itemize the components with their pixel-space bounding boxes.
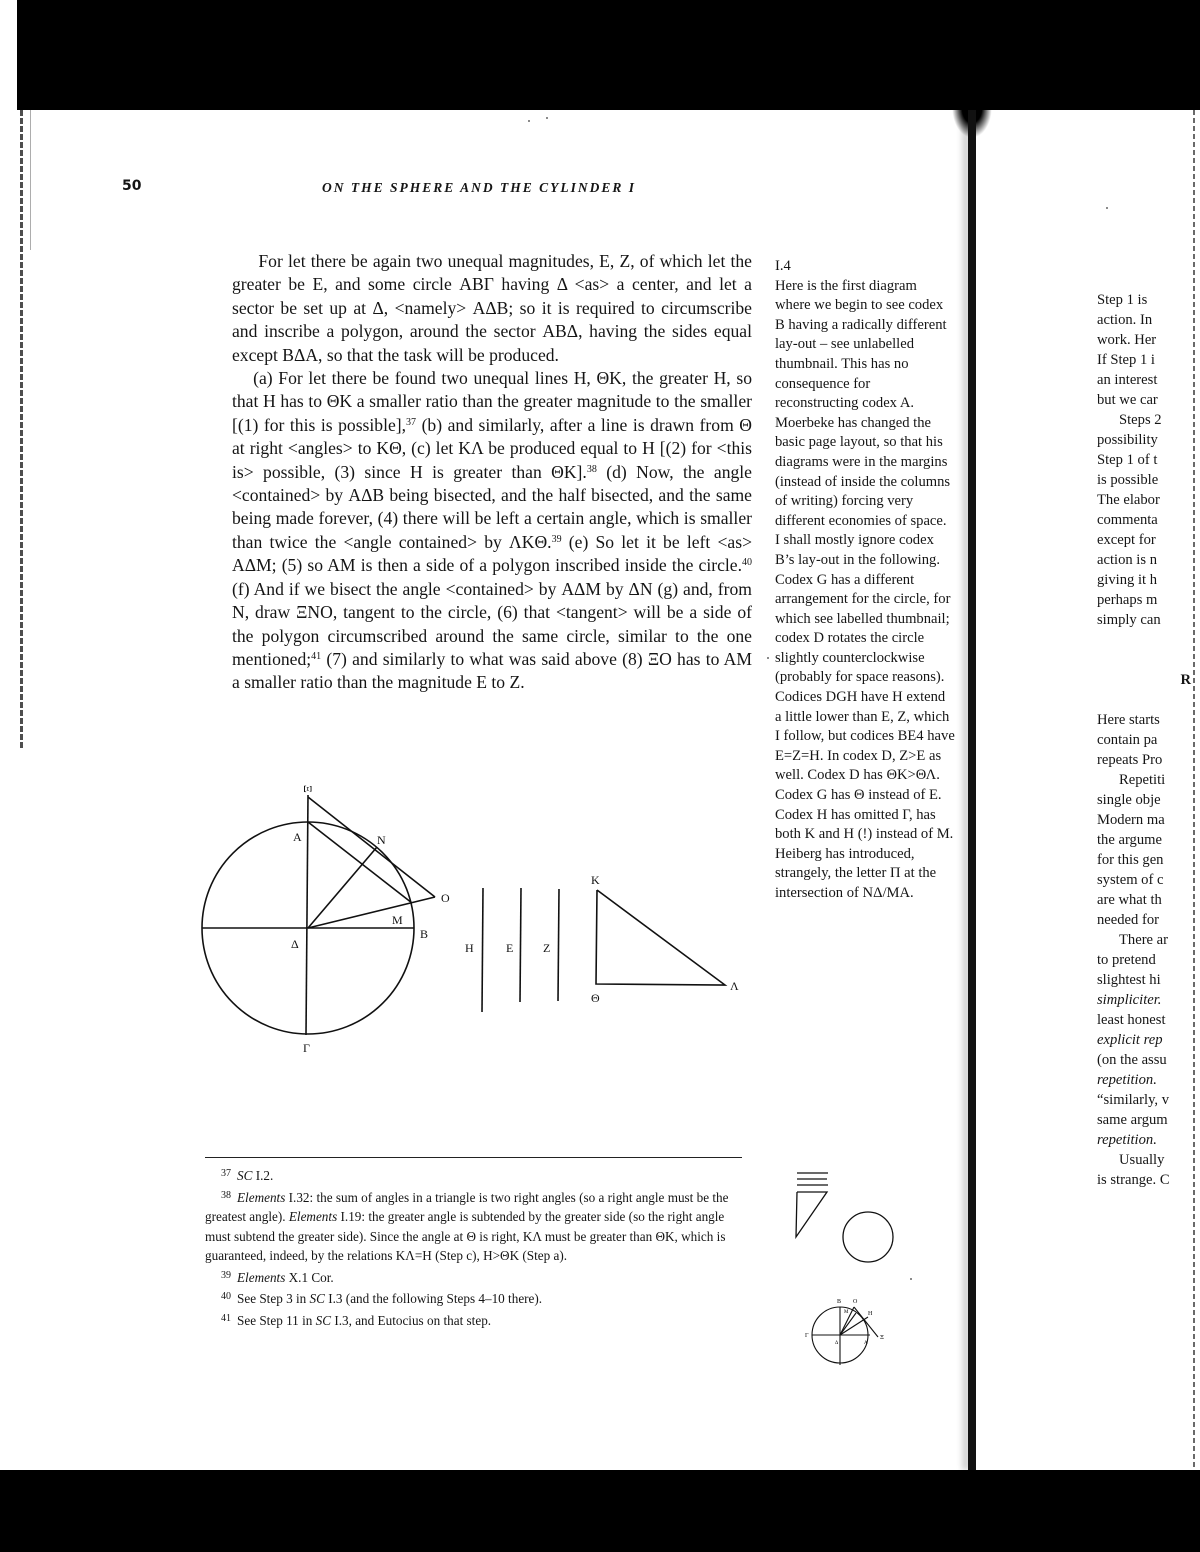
footnote-number: 38 [221,1189,231,1201]
label-xi: Ξ [301,785,315,793]
margin-commentary [775,257,955,904]
facing-page-line: are what th [1097,892,1162,908]
facing-page-line: contain pa [1097,732,1158,748]
footnote-ref[interactable]: 38 [586,463,597,475]
facing-page-line: Repetiti [1119,772,1166,788]
label-alpha: Α [293,830,302,844]
facing-page-line: explicit rep [1097,1032,1163,1048]
facing-page-line: Here starts [1097,712,1160,728]
label-mu: Μ [392,913,403,927]
right-triangle-diagram [585,870,745,1010]
scan-speck [767,657,769,659]
facing-page-line: is possible [1097,472,1159,488]
facing-page-line: possibility [1097,432,1158,448]
facing-page-line: except for [1097,532,1156,548]
margin-note-text: Here is the first diagram where we begin to see codex B having a radically different lay-out – see unlabelled thumbnail. This has no consequence for reconstructing codex A. Moerbeke has changed the basic page layout, so that his diagrams were in the margins (instead of inside the columns of writing) forcing very different economies of space. I shall mostly ignore codex B’s lay-out in the following. Codex G has a different arrangement for the circle, for which see labelled thumbnail; codex D rotates the circle slightly counterclockwise (probably for space reasons). Codices DGH have H extend a little lower than E, Z, which I follow, but codices BE4 have E=Z=H. In codex D, Z>E as well. Codex D has ΘK>ΘΛ. Codex G has Θ instead of E. Codex H has omitted Γ, has both K and H (!) instead of M. Heiberg has introduced, strangely, the letter Π at the intersection of ΝΔ/ΜΑ. [775,277,955,901]
facing-page-line: for this gen [1097,852,1164,868]
facing-page-line: Step 1 is [1097,292,1148,308]
label-eta: Η [465,941,474,955]
svg-text:Μ: Μ [844,1310,849,1315]
label-kappa: Κ [591,873,600,887]
facing-page-line: simply can [1097,612,1161,628]
facing-page-line: repetition. [1097,1072,1157,1088]
footnote-39: 39 Elements X.1 Cor. [205,1266,745,1288]
scan-speck [528,120,530,122]
facing-page-line: is strange. C [1097,1172,1170,1188]
magnitude-lines-diagram [460,880,560,1020]
footnote-ref[interactable]: 40 [742,557,752,569]
footnotes [205,1164,745,1330]
label-lambda: Λ [730,979,739,993]
book-gutter [968,110,976,1470]
facing-page-line: to pretend [1097,952,1156,968]
facing-page-line: Modern ma [1097,812,1165,828]
scan-speck [910,1278,912,1280]
footnote-40: 40 See Step 3 in SC I.3 (and the following Steps 4–10 there). [205,1287,745,1309]
facing-page-line: giving it h [1097,572,1157,588]
facing-page-line: slightest hi [1097,972,1161,988]
facing-page-line: work. Her [1097,332,1157,348]
paragraph-enunciation: For let there be again two unequal magnitudes, E, Z, of which let the greater be E, and some circle ΑΒΓ having Δ <as> a center, and let a sector be set up at Δ, <namely> ΑΔΒ; so it is required to circumscribe and inscribe a polygon, around the sector ΑΒΔ, having the sides equal except ΒΔΑ, so that the task will be produced. [232,251,752,365]
label-zeta: Ζ [543,941,551,955]
footnote-ref[interactable]: 41 [311,650,322,662]
scan-bottom-border [0,1470,1200,1552]
page-number: 50 [122,178,142,194]
facing-page-line: R [1180,672,1191,688]
svg-text:Δ: Δ [835,1341,839,1346]
running-head: ON THE SPHERE AND THE CYLINDER I [322,180,637,195]
main-text [232,250,752,695]
labelled-thumbnail-codex-g [800,1285,910,1375]
label-theta: Θ [591,991,600,1005]
facing-page-line: the argume [1097,832,1162,848]
svg-text:Ο: Ο [853,1299,858,1305]
facing-page-line: same argum [1097,1112,1168,1128]
footnote-number: 41 [221,1312,231,1324]
facing-page-line: system of c [1097,872,1164,888]
scan-top-border [0,0,1200,110]
page-edge-left-inner [30,110,31,250]
footnote-38: 38 Elements I.32: the sum of angles in a triangle is two right angles (so a right angle must be the greatest angle). Elements I.19: the greater angle is subtended by the greater side (so the right angle must subtend the greater side). Since the angle at Θ is right, KΛ must be greater than ΘK, which is guaranteed, indeed, by the relations KΛ=H (Step c), H>ΘK (Step a). [205,1186,745,1266]
svg-text:Γ: Γ [805,1333,809,1339]
facing-page-line: If Step 1 i [1097,352,1155,368]
facing-page-line: (on the assu [1097,1052,1167,1068]
footnote-ref[interactable]: 37 [406,416,417,428]
facing-page-line: Usually [1119,1152,1165,1168]
facing-page-line: perhaps m [1097,592,1158,608]
scan-speck [546,117,548,119]
facing-page-line: repetition. [1097,1132,1157,1148]
footnote-rule [205,1157,742,1158]
label-gamma: Γ [303,1041,310,1055]
svg-text:Β: Β [837,1299,842,1305]
facing-page-line: least honest [1097,1012,1166,1028]
facing-page-line: Step 1 of t [1097,452,1158,468]
footnote-number: 40 [221,1291,231,1302]
footnote-41: 41 See Step 11 in SC I.3, and Eutocius on that step. [205,1309,745,1331]
margin-note-heading: I.4 [775,258,791,274]
facing-page-line [1097,690,1193,710]
svg-text:Ξ: Ξ [880,1335,884,1341]
footnote-ref[interactable]: 39 [551,533,562,545]
facing-page-line: simpliciter. [1097,992,1162,1008]
footnote-number: 37 [221,1168,231,1179]
label-beta: Β [420,927,429,941]
footnote-37: 37 SC I.2. [205,1164,745,1186]
facing-page-line: an interest [1097,372,1158,388]
paragraph-construction: (a) For let there be found two unequal lines H, ΘK, the greater H, so that H has to ΘK a smaller ratio than the greater magnitude to the smaller [(1) for this is possible],$^{37}$ (b) and similarly, after a line is drawn from Θ at right <angles> to KΘ, (c) let KΛ be produced equal to H [(2) for <this is> possible, (3) since H is greater than ΘK].$^{38}$ (d) Now, the angle <contained> by ΑΔΒ being bisected, and the half bisected, and the same being made forever, (4) there will be left a certain angle, which is smaller than twice the <angle contained> by ΛKΘ.$^{39}$ (e) So let it be left <as> ΑΔΜ; (5) so AM is then a side of a polygon inscribed inside the circle.$^{40}$ (f) And if we bisect the angle <contained> by ΑΔΜ by ΔΝ (g) and, from N, draw ΞΝΟ, tangent to the circle, (6) that <tangent> will be a side of the polygon circumscribed around the same circle, similar to the one mentioned;$^{41}$ (7) and similarly to what was said above (8) ΞΟ has to AM a smaller ratio than the magnitude E to Z. [232,368,752,693]
facing-page-line: There ar [1119,932,1169,948]
facing-page-line: Steps 2 [1119,412,1162,428]
facing-page-line: action is n [1097,552,1157,568]
scan-left-margin [0,0,17,110]
svg-text:Η: Η [868,1311,873,1317]
facing-page-fragment [1097,290,1193,1190]
facing-page-line [1097,630,1193,650]
label-epsilon: Ε [506,941,514,955]
page-edge-right [1193,110,1195,1470]
page-edge-left [20,110,23,750]
facing-page-line: but we car [1097,392,1158,408]
facing-page-line: “similarly, v [1097,1092,1170,1108]
label-omicron: Ο [441,891,450,905]
footnote-number: 39 [221,1269,231,1281]
scan-speck [1106,207,1108,209]
facing-page-line: action. In [1097,312,1153,328]
facing-page-line: repeats Pro [1097,752,1163,768]
facing-page-line: commenta [1097,512,1158,528]
facing-page-line [1097,650,1193,670]
facing-page-line: The elabor [1097,492,1160,508]
label-nu: Ν [377,833,386,847]
facing-page-line: single obje [1097,792,1161,808]
label-delta: Δ [291,937,299,951]
facing-page-line: needed for [1097,912,1159,928]
unlabelled-thumbnail-codex-b [785,1165,955,1265]
circle-sector-diagram [195,750,465,1055]
svg-text:Α: Α [864,1341,868,1346]
